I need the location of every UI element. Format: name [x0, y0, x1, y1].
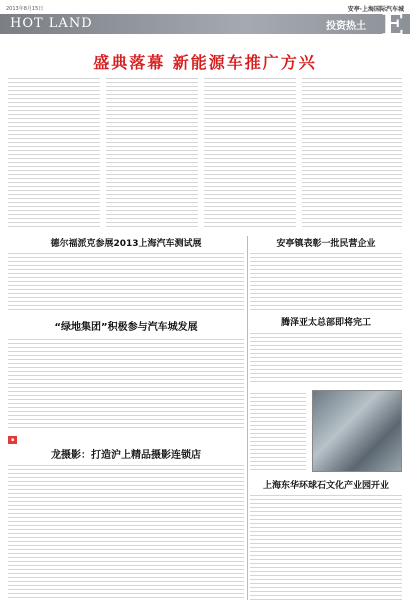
lead-body-col-1: [8, 75, 100, 230]
top-line: [6, 3, 404, 13]
section-right: 安亭·上海国际汽车城: [347, 5, 404, 13]
lead-body-col-2: [106, 75, 198, 230]
column-rule: [247, 236, 248, 600]
a2-body: [8, 250, 244, 312]
a6-body-2: [250, 390, 306, 472]
a5-headline: 安亭镇表彰一批民营企业: [276, 239, 376, 249]
a2-headline: 德尔福派克参展2013上海汽车测试展: [50, 239, 202, 249]
section-tag: ▪: [8, 436, 17, 444]
a4-headline: 龙摄影：打造沪上精品摄影连锁店: [51, 450, 201, 461]
a3-headline: “绿地集团”积极参与汽车城发展: [54, 322, 198, 333]
a3-body: [8, 336, 244, 431]
a6-headline: 腾泽亚太总部即将完工: [280, 318, 371, 328]
section-letter: E: [381, 8, 404, 43]
lead-body-col-4: [302, 75, 402, 230]
lead-headline: 盛典落幕 新能源车推广方兴: [93, 53, 317, 72]
a6-body: [250, 330, 402, 385]
a7-body: [250, 492, 402, 600]
a4-body: [8, 462, 244, 600]
lead-body-col-3: [204, 75, 296, 230]
a5-body: [250, 250, 402, 310]
section-title: 投资热土: [326, 21, 366, 32]
date-line: 2013年8月15日: [6, 5, 44, 12]
a6-photo: [312, 390, 402, 472]
section-label: HOT LAND: [10, 16, 93, 31]
a7-headline: 上海东华环球石文化产业园开业: [262, 481, 389, 491]
